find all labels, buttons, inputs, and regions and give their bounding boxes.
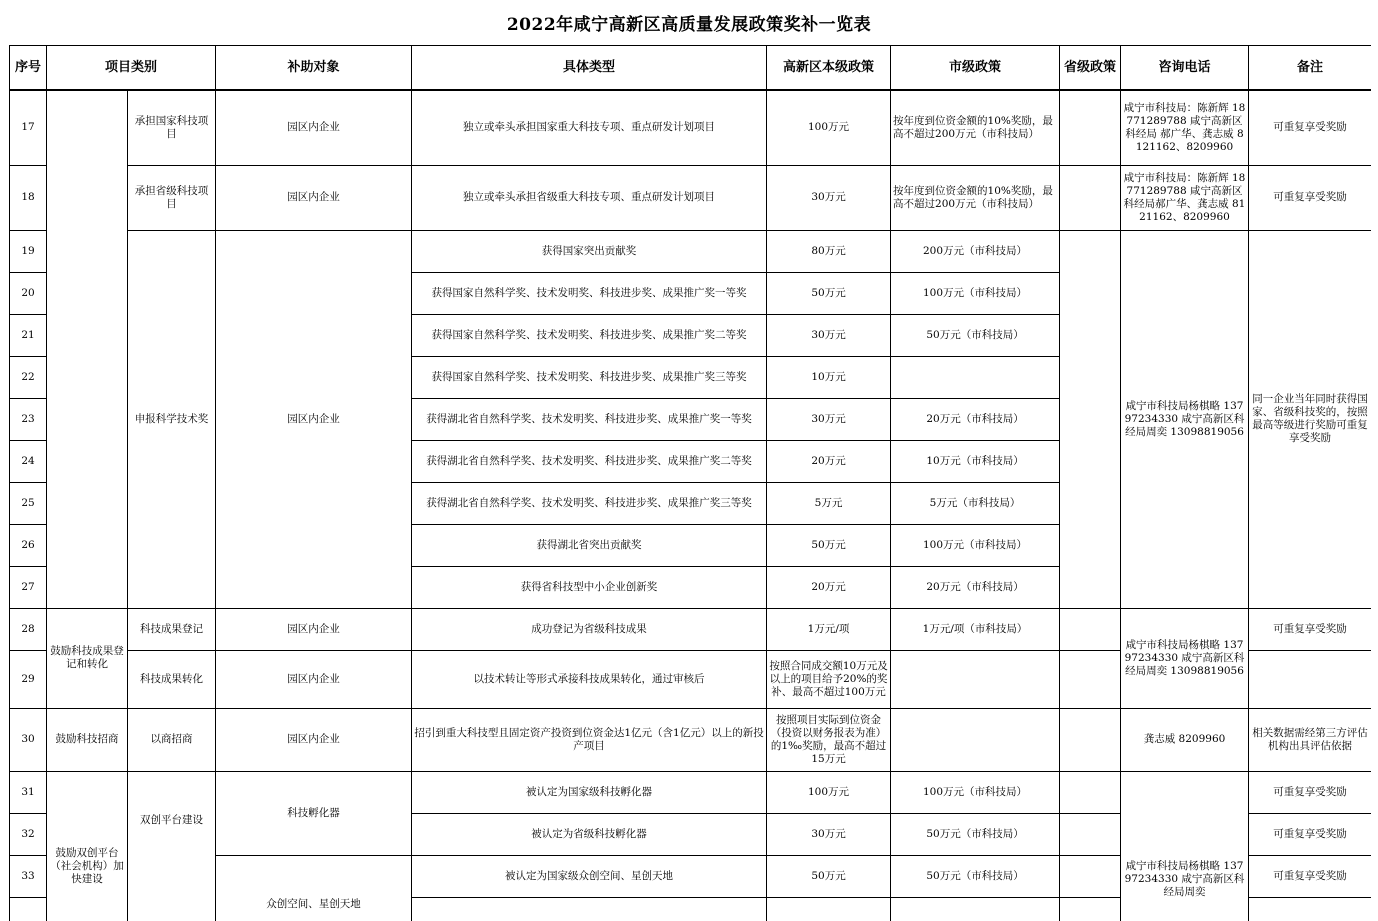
seq-cell: 32: [10, 813, 47, 855]
district-cell: 按照合同成交额10万元及以上的项目给予20%的奖补、最高不超过100万元: [767, 650, 891, 708]
seq-cell: 27: [10, 566, 47, 608]
city-cell: 50万元（市科技局）: [891, 813, 1060, 855]
district-cell: 30万元: [767, 398, 891, 440]
city-cell: 20万元（市科技局）: [891, 398, 1060, 440]
district-cell: 50万元: [767, 855, 891, 897]
province-cell: [1060, 855, 1121, 897]
table-container: [9, 45, 1371, 921]
note-cell: [1249, 650, 1371, 708]
district-cell: 5万元: [767, 482, 891, 524]
province-cell: [1060, 650, 1121, 708]
district-cell: 20万元: [767, 566, 891, 608]
header-province: 省级政策: [1060, 46, 1121, 91]
district-cell: 80万元: [767, 230, 891, 272]
province-cell: [1060, 90, 1121, 165]
note-cell: 同一企业当年同时获得国家、省级科技奖的，按照最高等级进行奖励可重复享受奖励: [1249, 230, 1371, 608]
subcategory-cell: 双创平台建设: [128, 771, 216, 921]
type-cell: 成功登记为省级科技成果: [412, 608, 767, 650]
header-type: 具体类型: [412, 46, 767, 91]
city-cell: 200万元（市科技局）: [891, 230, 1060, 272]
subcategory-cell: 申报科学技术奖: [128, 230, 216, 608]
note-cell: [1249, 897, 1371, 921]
type-cell: 获得湖北省自然科学奖、技术发明奖、科技进步奖、成果推广奖一等奖: [412, 398, 767, 440]
target-cell: 园区内企业: [216, 650, 412, 708]
type-cell: 被认定为省级科技孵化器: [412, 813, 767, 855]
note-cell: 可重复享受奖励: [1249, 165, 1371, 230]
table-row: [10, 608, 1372, 650]
subcategory-cell: 承担国家科技项目: [128, 90, 216, 165]
table-row: [10, 771, 1372, 813]
type-cell: [412, 897, 767, 921]
district-cell: 20万元: [767, 440, 891, 482]
city-cell: 10万元（市科技局）: [891, 440, 1060, 482]
table-row: [10, 165, 1372, 230]
city-cell: [891, 708, 1060, 771]
seq-cell: 22: [10, 356, 47, 398]
district-cell: 100万元: [767, 771, 891, 813]
city-cell: 20万元（市科技局）: [891, 566, 1060, 608]
province-cell: [1060, 708, 1121, 771]
category-cell: 鼓励双创平台（社会机构）加快建设: [47, 771, 128, 921]
city-cell: 100万元（市科技局）: [891, 524, 1060, 566]
district-cell: 50万元: [767, 272, 891, 314]
category-cell: 鼓励科技成果登记和转化: [47, 608, 128, 708]
target-cell: 园区内企业: [216, 608, 412, 650]
type-cell: 获得湖北省自然科学奖、技术发明奖、科技进步奖、成果推广奖三等奖: [412, 482, 767, 524]
header-note: 备注: [1249, 46, 1371, 91]
province-cell: [1060, 608, 1121, 650]
note-cell: 可重复享受奖励: [1249, 90, 1371, 165]
city-cell: 100万元（市科技局）: [891, 771, 1060, 813]
target-cell: 园区内企业: [216, 708, 412, 771]
district-cell: 30万元: [767, 165, 891, 230]
seq-cell: 19: [10, 230, 47, 272]
type-cell: 获得国家突出贡献奖: [412, 230, 767, 272]
table-row: [10, 90, 1372, 165]
phone-cell: 咸宁市科技局杨棋略 13797234330 咸宁高新区科经局周奕 13098819056: [1121, 608, 1249, 708]
type-cell: 获得国家自然科学奖、技术发明奖、科技进步奖、成果推广奖三等奖: [412, 356, 767, 398]
type-cell: 招引到重大科技型且固定资产投资到位资金达1亿元（含1亿元）以上的新投产项目: [412, 708, 767, 771]
province-cell: [1060, 230, 1121, 608]
seq-cell: 18: [10, 165, 47, 230]
policy-table: [9, 45, 1371, 921]
type-cell: 获得省科技型中小企业创新奖: [412, 566, 767, 608]
header-phone: 咨询电话: [1121, 46, 1249, 91]
city-cell: [891, 356, 1060, 398]
phone-cell: 咸宁市科技局杨棋略 13797234330 咸宁高新区科经局周奕: [1121, 771, 1249, 921]
district-cell: 按照项目实际到位资金（投资以财务报表为准）的1‰奖励，最高不超过15万元: [767, 708, 891, 771]
category-cell: [47, 90, 128, 608]
seq-cell: 31: [10, 771, 47, 813]
province-cell: [1060, 813, 1121, 855]
city-cell: 50万元（市科技局）: [891, 855, 1060, 897]
target-cell: 园区内企业: [216, 230, 412, 608]
subcategory-cell: 以商招商: [128, 708, 216, 771]
target-cell: 科技孵化器: [216, 771, 412, 855]
note-cell: 可重复享受奖励: [1249, 771, 1371, 813]
type-cell: 获得国家自然科学奖、技术发明奖、科技进步奖、成果推广奖二等奖: [412, 314, 767, 356]
target-cell: 众创空间、星创天地: [216, 855, 412, 921]
province-cell: [1060, 165, 1121, 230]
district-cell: [767, 897, 891, 921]
phone-cell: 龚志威 8209960: [1121, 708, 1249, 771]
type-cell: 独立或牵头承担国家重大科技专项、重点研发计划项目: [412, 90, 767, 165]
district-cell: 50万元: [767, 524, 891, 566]
header-city: 市级政策: [891, 46, 1060, 91]
seq-cell: [10, 897, 47, 921]
district-cell: 1万元/项: [767, 608, 891, 650]
seq-cell: 20: [10, 272, 47, 314]
type-cell: 独立或牵头承担省级重大科技专项、重点研发计划项目: [412, 165, 767, 230]
city-cell: 按年度到位资金额的10%奖励，最高不超过200万元（市科技局）: [891, 165, 1060, 230]
phone-cell: 咸宁市科技局：陈新辉 18771289788 咸宁高新区科经局 郝广华、龚志威 8121162、8209960: [1121, 90, 1249, 165]
phone-cell: 咸宁市科技局：陈新辉 18771289788 咸宁高新区科经局郝广华、龚志威 8121162、8209960: [1121, 165, 1249, 230]
seq-cell: 17: [10, 90, 47, 165]
district-cell: 10万元: [767, 356, 891, 398]
note-cell: 可重复享受奖励: [1249, 855, 1371, 897]
seq-cell: 29: [10, 650, 47, 708]
type-cell: 以技术转让等形式承接科技成果转化，通过审核后: [412, 650, 767, 708]
seq-cell: 21: [10, 314, 47, 356]
district-cell: 100万元: [767, 90, 891, 165]
seq-cell: 24: [10, 440, 47, 482]
type-cell: 获得国家自然科学奖、技术发明奖、科技进步奖、成果推广奖一等奖: [412, 272, 767, 314]
target-cell: 园区内企业: [216, 90, 412, 165]
header-target: 补助对象: [216, 46, 412, 91]
note-cell: 可重复享受奖励: [1249, 813, 1371, 855]
header-row: [10, 46, 1372, 91]
type-cell: 被认定为国家级科技孵化器: [412, 771, 767, 813]
city-cell: 1万元/项（市科技局）: [891, 608, 1060, 650]
header-seq: 序号: [10, 46, 47, 91]
district-cell: 30万元: [767, 813, 891, 855]
table-row: [10, 708, 1372, 771]
type-cell: 获得湖北省自然科学奖、技术发明奖、科技进步奖、成果推广奖二等奖: [412, 440, 767, 482]
seq-cell: 28: [10, 608, 47, 650]
subcategory-cell: 承担省级科技项目: [128, 165, 216, 230]
type-cell: 获得湖北省突出贡献奖: [412, 524, 767, 566]
type-cell: 被认定为国家级众创空间、星创天地: [412, 855, 767, 897]
table-row: [10, 230, 1372, 272]
subcategory-cell: 科技成果转化: [128, 650, 216, 708]
seq-cell: 26: [10, 524, 47, 566]
province-cell: [1060, 771, 1121, 813]
phone-cell: 咸宁市科技局杨棋略 13797234330 咸宁高新区科经局周奕 13098819056: [1121, 230, 1249, 608]
seq-cell: 25: [10, 482, 47, 524]
province-cell: [1060, 897, 1121, 921]
seq-cell: 30: [10, 708, 47, 771]
target-cell: 园区内企业: [216, 165, 412, 230]
header-category: 项目类别: [47, 46, 216, 91]
page-title: 2022年咸宁高新区高质量发展政策奖补一览表: [506, 15, 872, 35]
note-cell: 相关数据需经第三方评估机构出具评估依据: [1249, 708, 1371, 771]
city-cell: 100万元（市科技局）: [891, 272, 1060, 314]
city-cell: 50万元（市科技局）: [891, 314, 1060, 356]
district-cell: 30万元: [767, 314, 891, 356]
note-cell: 可重复享受奖励: [1249, 608, 1371, 650]
city-cell: [891, 897, 1060, 921]
seq-cell: 23: [10, 398, 47, 440]
seq-cell: 33: [10, 855, 47, 897]
category-cell: 鼓励科技招商: [47, 708, 128, 771]
header-district: 高新区本级政策: [767, 46, 891, 91]
city-cell: 5万元（市科技局）: [891, 482, 1060, 524]
subcategory-cell: 科技成果登记: [128, 608, 216, 650]
city-cell: [891, 650, 1060, 708]
city-cell: 按年度到位资金额的10%奖励，最高不超过200万元（市科技局）: [891, 90, 1060, 165]
